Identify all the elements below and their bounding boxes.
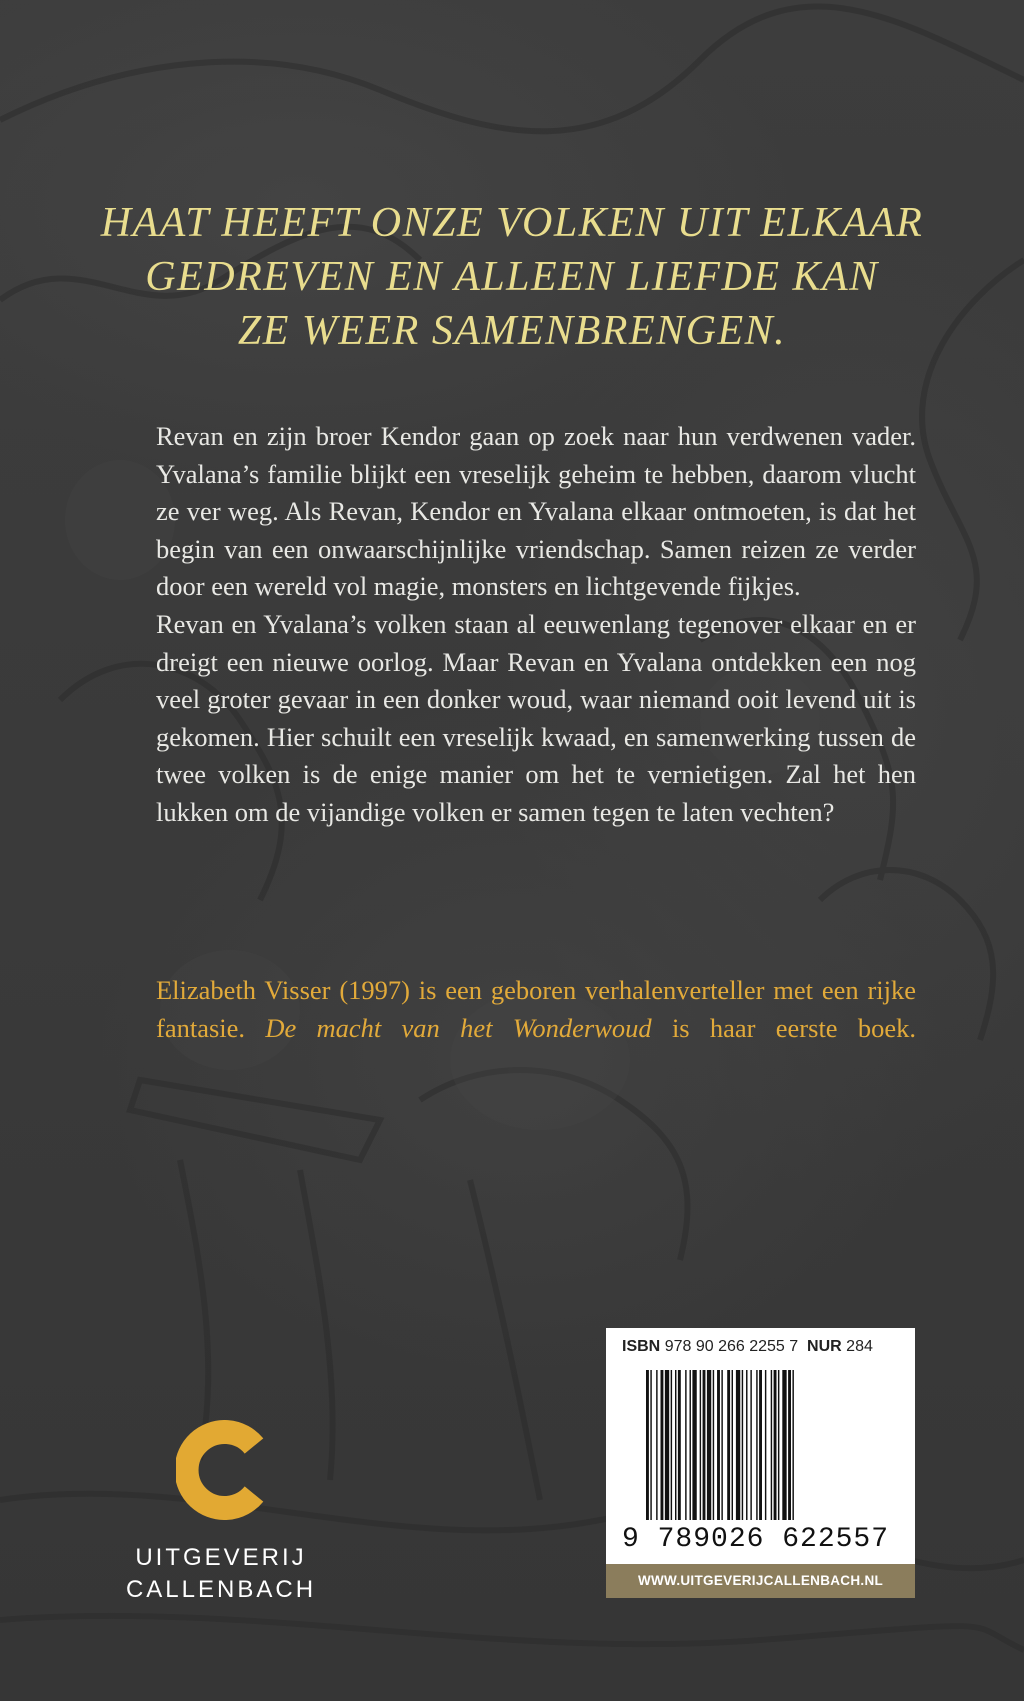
barcode-bar: [656, 1370, 657, 1520]
tagline-line-3: ZE WEER SAMENBRENGEN.: [237, 308, 787, 354]
publisher-name-line-2: CALLENBACH: [125, 1576, 317, 1603]
barcode-bar: [732, 1370, 733, 1520]
barcode-bar: [713, 1370, 714, 1520]
barcode-bar: [759, 1370, 762, 1520]
barcode-bar: [792, 1370, 793, 1520]
barcode-bar: [703, 1370, 706, 1520]
barcode-bar: [782, 1370, 786, 1520]
barcode-bar: [707, 1370, 711, 1520]
barcode-bar: [661, 1370, 664, 1520]
barcode-bar: [736, 1370, 740, 1520]
barcode-bar: [675, 1370, 676, 1520]
barcode-bar: [788, 1370, 791, 1520]
barcode-bar: [742, 1370, 743, 1520]
barcode-bar: [750, 1370, 751, 1520]
isbn-label: ISBN: [622, 1338, 661, 1355]
barcode-bar: [721, 1370, 722, 1520]
isbn-number: 978 90 266 2255 7: [664, 1338, 799, 1355]
barcode-bar: [700, 1370, 701, 1520]
barcode-bar: [692, 1370, 696, 1520]
barcode-bar: [765, 1370, 766, 1520]
author-bio-intro: Elizabeth Visser (1997) is een geboren verhalenverteller met een rijke fantasie.: [156, 975, 916, 1043]
barcode-bar: [771, 1370, 772, 1520]
publisher-name-line-1: UITGEVERIJ: [135, 1544, 307, 1571]
author-bio-text: [156, 972, 916, 1047]
author-bio-end: is haar eerste boek.: [651, 1012, 916, 1043]
barcode-digits: 9 789026 622557: [622, 1524, 890, 1555]
barcode-bar: [727, 1370, 730, 1520]
nur-number: 284: [846, 1338, 873, 1355]
synopsis-paragraph-2: Revan en Yvalana’s volken staan al eeuwenlang tegenover elkaar en er dreigt een nieuwe oorlog. Maar Revan en Yvalana ontdekken een nog veel groter gevaar in een donker woud, waar niemand ooit levend uit is gekomen. Hier schuilt een vreselijk kwaad, en samenwerking tussen de twee volken is de enige manier om het te vernietigen. Zal het hen lukken om de vijandige volken er samen tegen te laten vechten?: [156, 608, 916, 827]
synopsis-paragraph-1: Revan en zijn broer Kendor gaan op zoek naar hun verdwenen vader. Yvalana’s familie blijkt een vreselijk geheim te hebben, daarom vlucht ze ver weg. Als Revan, Kendor en Yvalana elkaar ontmoeten, is dat het begin van een onwaarschijnlijke vriendschap. Samen reizen ze verder door een wereld vol magie, monsters en lichtgevende fijkjes.: [156, 421, 916, 602]
book-title: De macht van het Wonderwoud: [265, 1012, 652, 1043]
tagline-line-2: GEDREVEN EN ALLEEN LIEFDE KAN: [145, 254, 879, 300]
barcode-bar: [685, 1370, 686, 1520]
barcode-bar: [646, 1370, 649, 1520]
barcode-bar: [690, 1370, 691, 1520]
author-bio: [156, 972, 916, 1047]
publisher-website: WWW.UITGEVERIJCALLENBACH.NL: [606, 1564, 915, 1598]
barcode-bar: [717, 1370, 720, 1520]
barcode-bar: [650, 1370, 651, 1520]
barcode-bar: [678, 1370, 681, 1520]
barcode: [644, 1370, 884, 1520]
barcode-bar: [778, 1370, 779, 1520]
tagline-line-1: HAAT HEEFT ONZE VOLKEN UIT ELKAAR: [100, 200, 924, 246]
barcode-bar: [665, 1370, 669, 1520]
barcode-bar: [746, 1370, 747, 1520]
synopsis: [156, 418, 916, 832]
isbn-line: [622, 1338, 873, 1356]
barcode-bar: [756, 1370, 757, 1520]
publisher-logo: [116, 1420, 326, 1610]
publisher-c-icon: [176, 1420, 266, 1520]
barcode-bar: [671, 1370, 672, 1520]
barcode-bar: [774, 1370, 777, 1520]
nur-label: NUR: [807, 1338, 842, 1355]
isbn-barcode-box: [606, 1328, 915, 1598]
tagline: [60, 196, 964, 358]
